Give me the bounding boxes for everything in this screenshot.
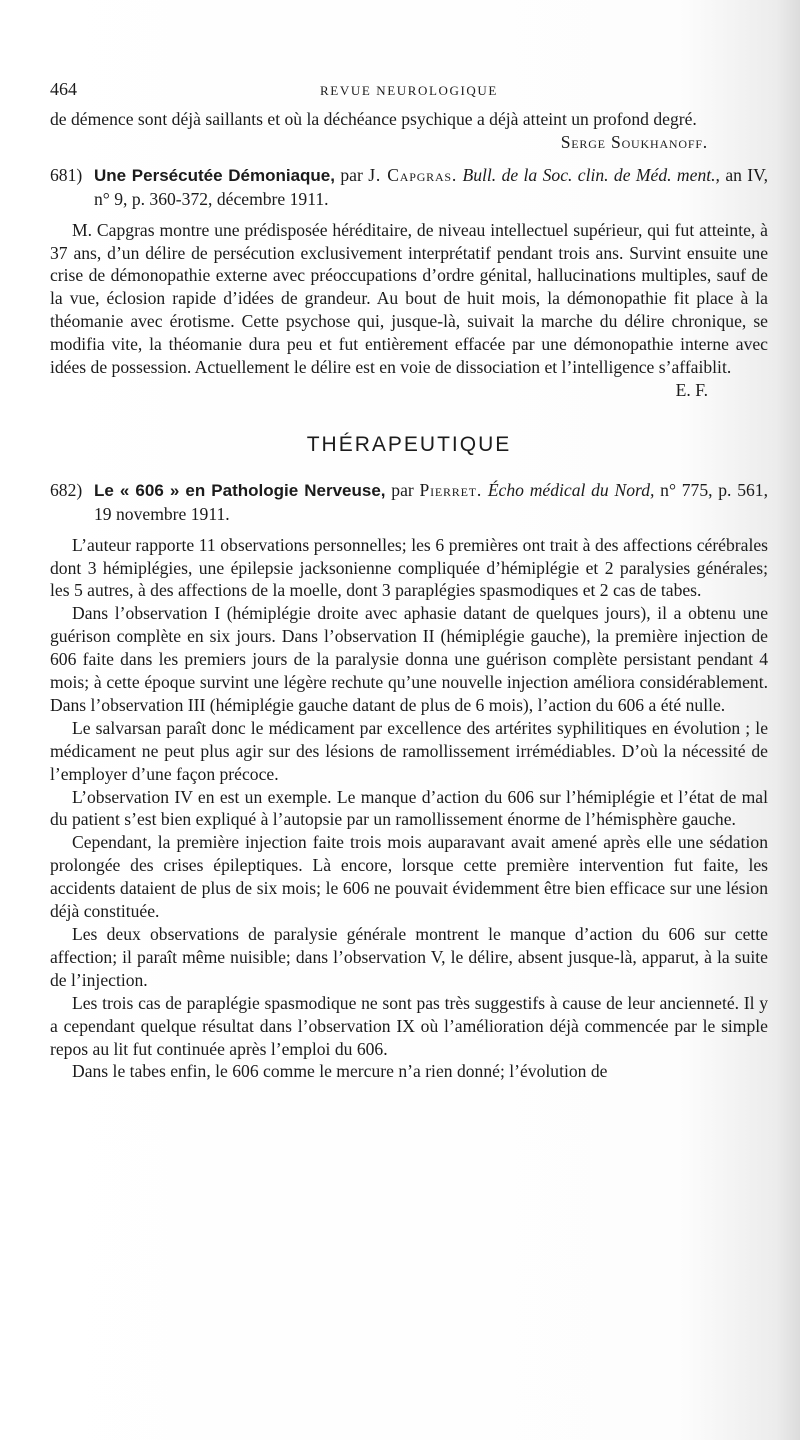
section-heading: THÉRAPEUTIQUE [306,432,512,456]
author-name: J. Capgras. [368,164,458,185]
reviewer-signature: Serge Soukhanoff. [560,131,708,152]
citation-details: an IV, n° 9, p. 360-372, décembre 1911. [94,164,768,209]
entry-682-paragraph: Dans le tabes enfin, le 606 comme le mercure n’a rien donné; l’évolution de [72,1061,608,1082]
entry-682-paragraph: L’auteur rapporte 11 observations personnelles; les 6 premières ont trait à des affections cérébrales dont 3 hémiplégies, une épilepsie jacksonienne compliquée d’hémiplégie et 2 paralysies générales; les 5 autres, à des affections de la moelle, dont 3 paraplégies spasmodiques et 2 cas de tabes. [50,534,768,601]
entry-682-paragraph: L’observation IV en est un exemple. Le manque d’action du 606 sur l’hémiplégie et l’état de mal du patient s’est bien expliqué à l’autopsie par un ramollissement énorme de l’hémisphère gauche. [50,786,768,830]
entry-number: 681) [50,164,83,185]
page-number: 464 [50,79,77,99]
entry-682-paragraph: Les deux observations de paralysie générale montrent le manque d’action du 606 sur cette affection; il paraît même nuisible; dans l’observation V, le délire, absent jusque-là, apparut, à la suite de l’injection. [50,924,768,990]
journal-page [50,78,768,1083]
entry-681-abstract: M. Capgras montre une prédisposée héréditaire, de niveau intellectuel supérieur, qui fut atteinte, à 37 ans, d’un délire de persécution exclusivement interprétatif pendant trois ans. Survint ensuite une crise de démonopathie externe avec préoccupations d’ordre génital, hallucinations multiples, sauf de la vue, éclosion rapide d’idées de grandeur. Au bout de huit mois, la démonopathie fit place à la théomanie avec érotisme. Cette psychose qui, jusque-là, suivait la marche du délire chronique, se modifia vite, la théomanie dura peu et fut entièrement effacée par une démonopathie interne avec idées de possession. Actuellement le délire est en voie de dissociation et l’intelligence s’affaiblit. [50,219,768,378]
journal-title: REVUE NEUROLOGIQUE [320,83,498,98]
entry-number: 682) [50,479,83,500]
citation-details: n° 775, p. 561, 19 novembre 1911. [94,479,768,524]
entry-682-paragraph: Dans l’observation I (hémiplégie droite avec aphasie datant de quelques jours), il a obtenu une guérison complète en six jours. Dans l’observation II (hémiplégie gauche), la première injection de 606 faite dans les premiers jours de la paralysie donna une guérison complète persistant pendant 4 mois; à cette époque survint une légère rechute qu’une nouvelle injection améliora considérablement. Dans l’observation III (hémiplégie gauche datant de plus de 6 mois), l’action du 606 a été nulle. [50,603,768,715]
article-title: Le « 606 » en Pathologie Nerveuse, [94,480,386,500]
author-name: Pierret. [419,479,483,500]
entry-682-paragraph: Le salvarsan paraît donc le médicament par excellence des artérites syphilitiques en évolution ; le médicament ne peut plus agir sur des lésions de ramollissement irrémédiables. D’où la nécessité de l’employer d’une façon précoce. [50,717,768,784]
entry-681-signature: E. F. [675,379,708,400]
continued-paragraph: de démence sont déjà saillants et où la déchéance psychique a déjà atteint un profond degré. [50,109,697,129]
entry-682-paragraph: Les trois cas de paraplégie spasmodique ne sont pas très suggestifs à cause de leur ancienneté. Il y a cependant quelque résultat dans l’observation IX où l’amélioration déjà commencée par le simple repos au lit fut continuée après l’emploi du 606. [50,992,768,1059]
entry-682-citation: 682) Le « 606 » en Pathologie Nerveuse, par Pierret. Écho médical du Nord, n° 775, p. 561, 19 novembre 1911. [50,479,768,524]
article-title: Une Persécutée Démoniaque, [94,165,335,185]
source-journal: Écho médical du Nord, [487,479,655,500]
running-header [50,78,768,108]
entry-682-paragraph: Cependant, la première injection faite trois mois auparavant avait amené après elle une sédation prolongée des crises épileptiques. Là encore, lorsque cette première intervention fut faite, les accidents dataient de plus de six mois; le 606 ne pouvait évidemment être bien efficace sur une lésion déjà constituée. [50,832,768,922]
entry-681-citation: 681) Une Persécutée Démoniaque, par J. Capgras. Bull. de la Soc. clin. de Méd. ment., an IV, n° 9, p. 360-372, décembre 1911. [50,164,768,209]
source-journal: Bull. de la Soc. clin. de Méd. ment., [462,164,720,185]
